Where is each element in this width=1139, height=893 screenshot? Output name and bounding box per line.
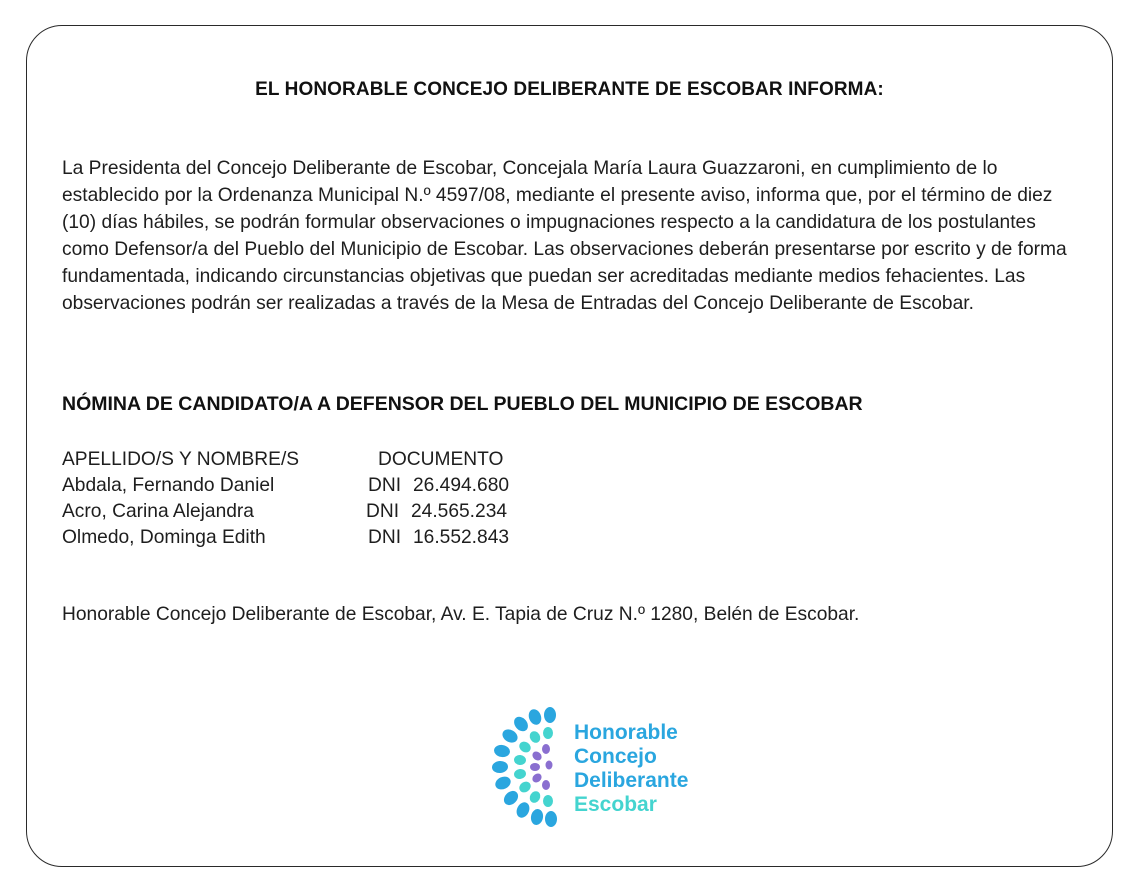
notice-body: La Presidenta del Concejo Deliberante de Escobar, Concejala María Laura Guazzaroni, en cumplimiento de lo establecido por la Ordenanza Municipal N.º 4597/08, mediante el presente aviso, informa que, por el término de diez (10) días hábiles, se podrán formular observaciones o impugnaciones respecto a la candidatura de los postulantes como Defensor/a del Pueblo del Municipio de Escobar. Las observaciones deberán presentarse por escrito y de forma fundamentada, indicando circunstancias objetivas que puedan ser acreditadas mediante medios fehacientes. Las observaciones podrán ser realizadas a través de la Mesa de Entradas del Concejo Deliberante de Escobar. (62, 158, 1067, 314)
column-header-name: APELLIDO/S Y NOMBRE/S (62, 449, 300, 470)
footer-address: Honorable Concejo Deliberante de Escobar, Av. E. Tapia de Cruz N.º 1280, Belén de Escobar. (62, 604, 860, 625)
logo-wordmark (574, 721, 688, 817)
document-number: 26.494.680 (413, 475, 510, 496)
table-row (62, 525, 509, 551)
candidate-name: Abdala, Fernando Daniel (62, 475, 275, 496)
document-type: DNI (368, 527, 402, 548)
table-row (62, 473, 509, 499)
petal-ring-inner (530, 744, 553, 790)
table-header-row (62, 447, 509, 473)
candidate-document (368, 473, 509, 499)
candidates-heading: NÓMINA DE CANDIDATO/A A DEFENSOR DEL PUEBLO DEL MUNICIPIO DE ESCOBAR (62, 393, 863, 415)
document-type: DNI (368, 475, 402, 496)
document-type: DNI (366, 501, 400, 522)
document-number: 16.552.843 (413, 527, 510, 548)
logo-line: Honorable (574, 721, 678, 744)
logo-line: Concejo (574, 745, 657, 768)
notice-heading: EL HONORABLE CONCEJO DELIBERANTE DE ESCOBAR INFORMA: (255, 79, 884, 100)
candidate-document (366, 499, 507, 525)
document-number: 24.565.234 (411, 501, 508, 522)
table-row (62, 499, 509, 525)
logo-line: Deliberante (574, 769, 689, 792)
candidates-table (62, 447, 509, 551)
logo-line: Escobar (574, 793, 657, 816)
concejo-logo (492, 705, 722, 833)
logo-petal-mark-icon (492, 705, 572, 833)
candidate-name: Acro, Carina Alejandra (62, 501, 254, 522)
candidate-name: Olmedo, Dominga Edith (62, 527, 266, 548)
column-header-document: DOCUMENTO (378, 449, 504, 470)
candidate-document (368, 525, 509, 551)
